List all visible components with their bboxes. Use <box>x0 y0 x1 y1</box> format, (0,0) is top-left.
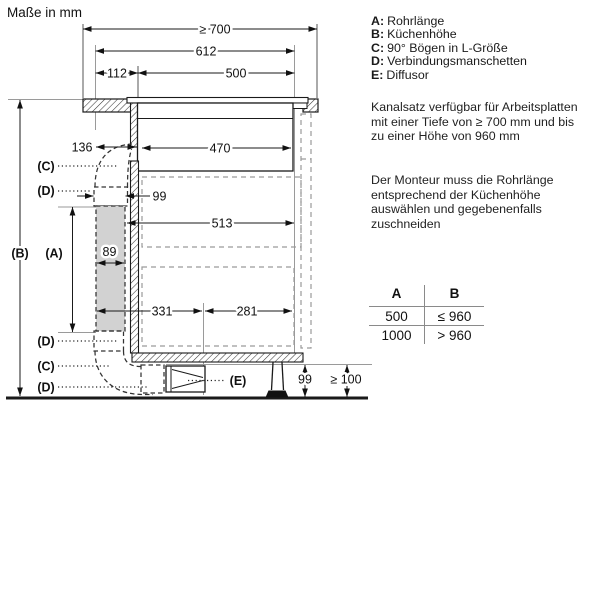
dimension-lines <box>17 26 350 397</box>
legend-text-b: Küchenhöhe <box>387 27 457 42</box>
arrowhead <box>83 26 92 32</box>
duct-length-table-wrap <box>369 285 484 344</box>
sleeve-top <box>94 187 128 206</box>
arrowhead <box>286 70 295 76</box>
arrowhead <box>138 70 147 76</box>
page-title: Maße in mm <box>7 5 83 20</box>
label-c-bottom: (C) <box>37 359 55 374</box>
cell-b2: > 960 <box>437 328 472 343</box>
arrowhead <box>344 389 350 398</box>
diffusor-body <box>166 366 205 392</box>
note-installer: Der Monteur muss die Rohrlänge entsprechend der Küchenhöhe auswählen und gegebenenfalls zuschneiden <box>371 173 554 231</box>
arrowhead <box>309 26 318 32</box>
dim-700: ≥ 700 <box>199 22 231 37</box>
cabinet-bottom-shelf <box>132 353 303 362</box>
arrowhead <box>85 193 94 199</box>
hob-top-plate <box>127 98 308 104</box>
legend-key-d: D: <box>371 54 385 69</box>
legend-key-b: B: <box>371 27 385 42</box>
label-d-top: (D) <box>37 184 55 198</box>
dim-331: 331 <box>151 304 173 319</box>
label-a: (A) <box>45 246 63 261</box>
dim-99-sleeve: 99 <box>152 189 167 204</box>
arrowhead <box>17 100 23 109</box>
arrowhead <box>96 144 105 150</box>
arrowhead <box>302 389 308 398</box>
dim-612: 612 <box>195 44 217 59</box>
dim-281: 281 <box>236 304 258 319</box>
arrowhead <box>70 207 76 216</box>
foot-leg-right <box>282 363 284 391</box>
label-c-top: (C) <box>37 159 55 174</box>
dim-100: ≥ 100 <box>330 372 362 387</box>
dim-470: 470 <box>209 141 231 156</box>
dim-112: 112 <box>107 66 127 81</box>
installation-diagram <box>0 0 380 410</box>
legend-key-a: A: <box>371 14 385 28</box>
table-row <box>369 307 484 326</box>
arrowhead <box>194 308 203 314</box>
dim-513: 513 <box>211 216 233 231</box>
diffusor <box>166 366 205 392</box>
dim-89: 89 <box>102 245 117 259</box>
legend-text-e: Diffusor <box>386 67 429 82</box>
legend-text-c: 90° Bögen in L-Größe <box>387 40 508 55</box>
legend-item-a <box>371 15 527 28</box>
legend-key-c: C: <box>371 40 385 55</box>
table-header-row <box>369 285 484 307</box>
legend-text-d: Verbindungsmanschetten <box>387 54 527 69</box>
label-d-bottom: (D) <box>37 380 55 395</box>
cell-b1: ≤ 960 <box>425 307 485 326</box>
legend <box>371 15 527 82</box>
legend-text-a: Rohrlänge <box>387 14 445 28</box>
plinth-foot <box>266 363 289 398</box>
legend-item-e <box>371 69 527 82</box>
label-b: (B) <box>11 246 29 261</box>
label-e: (E) <box>229 373 247 388</box>
table-header-b: B <box>425 285 485 307</box>
cell-a1: 500 <box>369 307 425 326</box>
diagram-labels <box>11 22 361 394</box>
hob-plenum-box <box>138 103 294 171</box>
table-header-a: A <box>369 285 425 307</box>
dim-99-plinth: 99 <box>298 372 312 387</box>
note-duct-kit: Kanalsatz verfügbar für Arbeitsplatten mit einer Tiefe von ≥ 700 mm und bis zu einer Höhe von 960 mm <box>371 100 578 144</box>
duct-length-table <box>369 285 484 344</box>
legend-item-d <box>371 55 527 68</box>
arrowhead <box>286 220 295 226</box>
cell-a2: 1000 <box>369 326 425 345</box>
dim-500: 500 <box>225 66 247 81</box>
legend-item-c <box>371 42 527 55</box>
legend-key-e: E: <box>371 67 384 82</box>
arrowhead <box>130 70 139 76</box>
label-d-mid: (D) <box>37 334 55 349</box>
arrowhead <box>284 308 293 314</box>
sleeve-diffusor <box>141 365 164 393</box>
cabinet-upper-space <box>142 177 301 247</box>
table-row <box>369 326 484 345</box>
foot-base <box>266 391 289 398</box>
arrowhead <box>96 48 105 54</box>
arrowhead <box>17 388 23 397</box>
arrowhead <box>96 70 105 76</box>
flat-duct <box>96 206 125 331</box>
dim-136: 136 <box>71 140 93 155</box>
sleeve-bottom <box>94 331 124 351</box>
foot-leg-left <box>272 363 274 391</box>
legend-item-b <box>371 28 527 41</box>
arrowhead <box>70 324 76 333</box>
cabinet-door <box>301 114 311 348</box>
arrowhead <box>286 48 295 54</box>
worktop-left <box>83 99 132 112</box>
cabinet-back-panel <box>131 161 139 353</box>
arrowhead <box>205 308 214 314</box>
